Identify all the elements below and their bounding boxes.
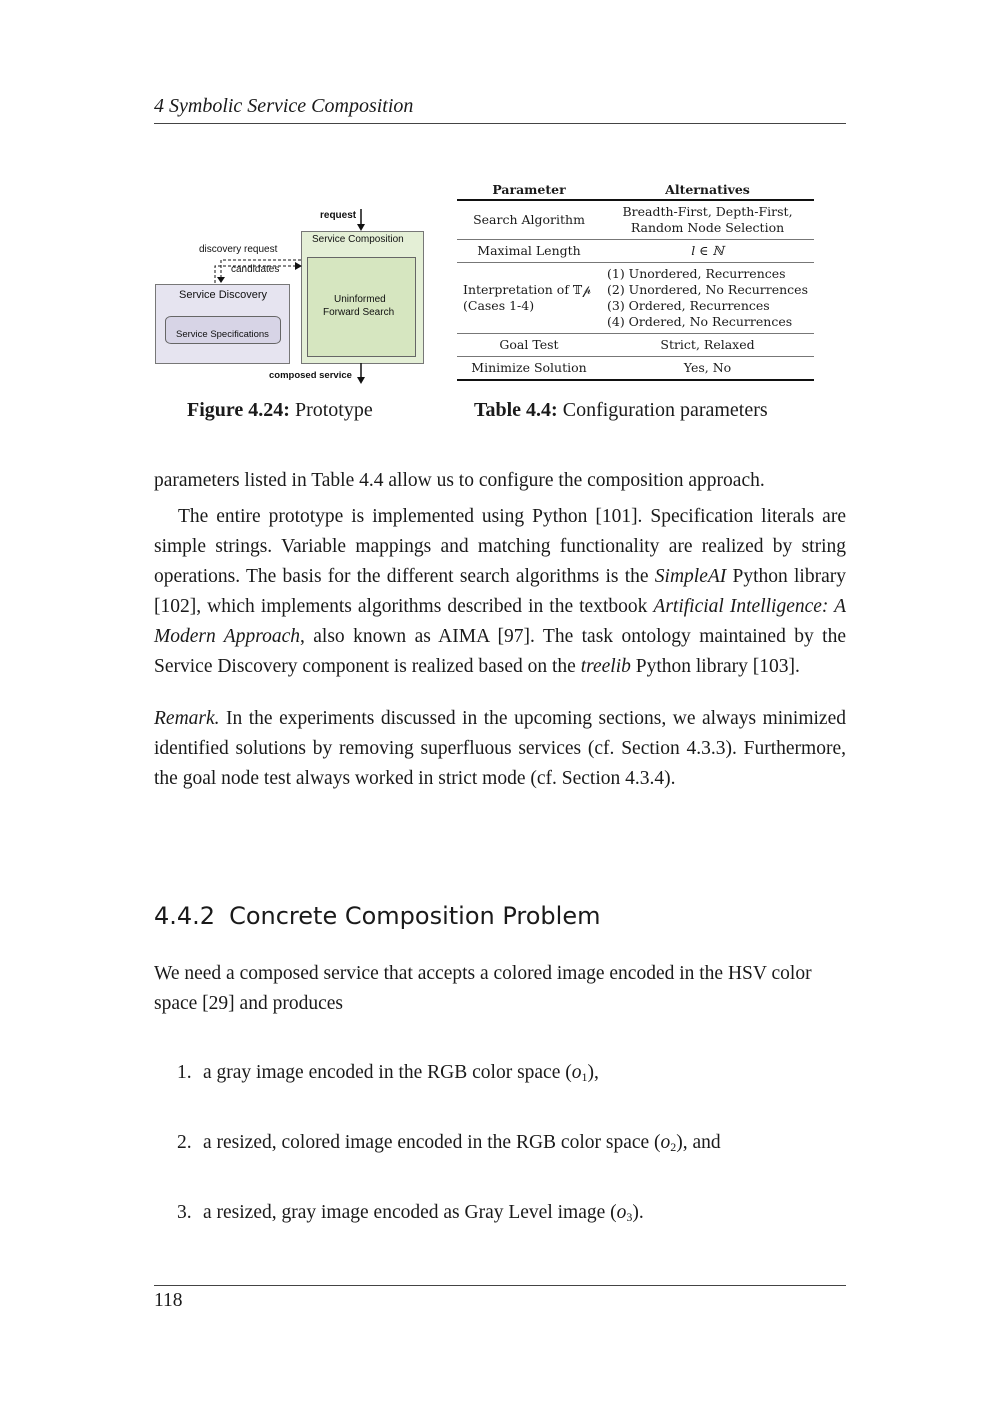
footer-rule [154,1285,846,1286]
forward-search-label: Forward Search [323,307,395,318]
table-cell [601,200,814,240]
section-number: 4.4.2 [154,902,216,930]
list-number: 2. [177,1132,192,1153]
service-specifications-label: Service Specifications [176,329,269,340]
math-sub: 3 [626,1210,633,1224]
table-cell: Goal Test [457,334,601,357]
cell-line: (Cases 1-4) [463,298,535,313]
text-run: Python library [103]. [630,656,800,677]
text-run: The entire prototype is implemented using Python [101]. Specification literals are simple strings. Variable mappings and matching functionality are realized by string operations. The basis for the different search algorithms is the [154,506,846,587]
cell-line: Interpretation of 𝕋𝓅 [463,282,592,297]
table-cell: Strict, Relaxed [601,334,814,357]
list-number: 3. [177,1202,192,1223]
figure-caption-label: Figure 4.24: [187,399,290,421]
list-tail: ). [632,1202,644,1223]
service-discovery-label: Service Discovery [179,289,268,301]
table-row [457,200,814,240]
table-caption [474,399,768,422]
prototype-diagram [154,205,434,390]
uninformed-label: Uninformed [334,294,386,305]
running-header: 4 Symbolic Service Composition [154,95,414,117]
math-sub: 1 [581,1070,588,1084]
math-var: o [571,1062,582,1083]
math-var: o [660,1132,671,1153]
request-label: request [320,210,357,221]
cell-line: (1) Unordered, Recurrences [607,266,786,281]
paragraph [154,502,846,682]
section-intro [154,959,846,1019]
composed-service-label: composed service [269,370,352,381]
remark-paragraph [154,704,846,794]
table-row [457,263,814,334]
math-var: o [616,1202,627,1223]
table-row [457,334,814,357]
table-header-parameter: Parameter [457,180,601,200]
emphasis: SimpleAI [654,566,727,587]
list-item [177,1202,644,1225]
list-item [177,1062,599,1085]
section-heading [154,902,600,930]
text-run: , also known as AIMA [97]. The task ontology maintained by the Service Discovery component is realized based on the [154,626,846,677]
paragraph: We need a composed service that accepts a colored image encoded in the HSV color space [29] and produces [154,963,812,1014]
list-text: a resized, gray image encoded as Gray Level image ( [203,1202,617,1223]
math-sub: 2 [670,1140,677,1154]
cell-line: Random Node Selection [630,220,785,235]
body-text [154,466,846,794]
remark-label: Remark. [154,708,220,729]
table-cell: Search Algorithm [457,200,601,240]
cell-line: l ∈ ℕ [691,243,724,258]
section-title: Concrete Composition Problem [229,902,601,930]
cell-line: (4) Ordered, No Recurrences [607,314,793,329]
list-text: a resized, colored image encoded in the RGB color space ( [203,1132,661,1153]
table-cell: Maximal Length [457,240,601,263]
cell-line: (2) Unordered, No Recurrences [607,282,808,297]
list-tail: ), and [676,1132,721,1153]
table-cell [601,263,814,334]
list-number: 1. [177,1062,192,1083]
candidates-label: candidates [231,264,280,275]
paragraph: parameters listed in Table 4.4 allow us to configure the composition approach. [154,470,765,491]
list-item [177,1132,721,1155]
table-header-alternatives: Alternatives [601,180,814,200]
table-cell [457,263,601,334]
table-cell: Yes, No [601,357,814,381]
text-run: In the experiments discussed in the upcoming sections, we always minimized identified solutions by removing superfluous services (cf. Section 4.3.3). Furthermore, the goal node test always worked in strict mode (cf. Section 4.3.4). [154,708,846,789]
configuration-table [457,180,814,381]
service-composition-label: Service Composition [312,234,404,245]
list-tail: ), [587,1062,599,1083]
table-caption-label: Table 4.4: [474,399,558,421]
list-text: a gray image encoded in the RGB color space ( [203,1062,572,1083]
cell-line: Breadth-First, Depth-First, [622,204,793,219]
page-number: 118 [154,1290,183,1311]
book-title: Artificial Intelligence: A Modern Approach [154,596,846,647]
discovery-request-label: discovery request [199,244,278,255]
emphasis: treelib [580,656,631,677]
figure-caption-text: Prototype [294,399,373,421]
table-caption-text: Configuration parameters [562,399,768,421]
table-row [457,240,814,263]
table-row [457,357,814,381]
cell-line: (3) Ordered, Recurrences [607,298,770,313]
figure-caption [187,399,373,422]
table-cell [601,240,814,263]
text-run: Python library [102], which implements algorithms described in the textbook [154,566,846,617]
header-rule [154,123,846,124]
table-cell: Minimize Solution [457,357,601,381]
